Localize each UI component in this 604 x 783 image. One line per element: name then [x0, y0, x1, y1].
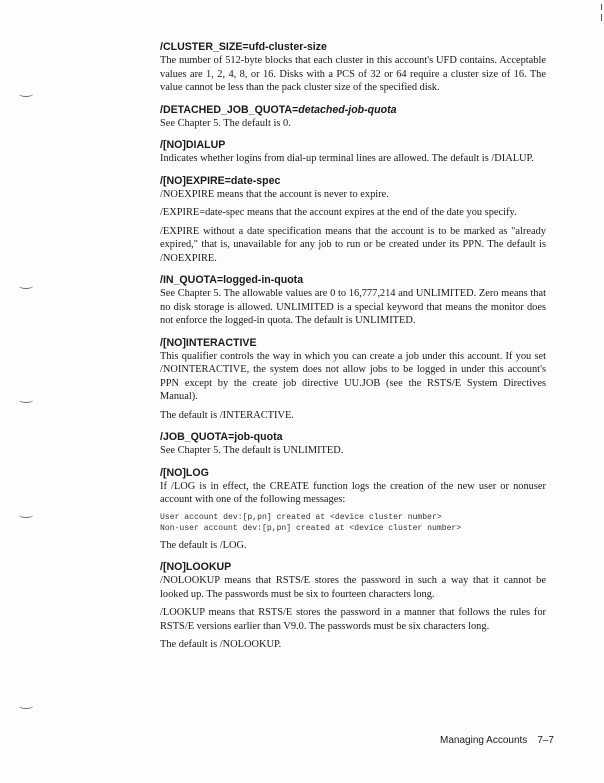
paragraph: /EXPIRE=date-spec means that the account expires at the end of the date you specify. [160, 207, 517, 218]
page-footer [440, 735, 554, 746]
paragraph: If /LOG is in effect, the CREATE function logs the creation of the new user or nonuser account with one of the following messages: [160, 480, 546, 505]
qualifier-argument: detached-job-quota [298, 103, 397, 116]
binder-hole-mark [19, 283, 33, 289]
section-log [160, 467, 546, 553]
qualifier-heading: /IN_QUOTA=logged-in-quota [160, 274, 304, 286]
qualifier-heading: /[NO]EXPIRE=date-spec [160, 174, 281, 187]
paragraph: The default is /LOG. [160, 539, 247, 551]
paragraph: This qualifier controls the way in which you can create a job under this account. If you set /NOINTERACTIVE, the system does not allow jobs to be logged in under this account's PPN except by the create job directive UU.JOB (see the RSTS/E System Directives Manual). [160, 350, 546, 402]
section-expire [160, 175, 546, 266]
paragraph: The number of 512-byte blocks that each cluster in this account's UFD contains. Acceptable values are 1, 2, 4, 8, or 16. Disks with a PCS of 32 or 64 require a cluster size of 16. The value cannot be less than the pack cluster size of the specified disk. [160, 55, 546, 93]
qualifier-heading: /[NO]LOOKUP [160, 561, 232, 573]
section-detached-job-quota [160, 104, 546, 131]
qualifier-heading: /JOB_QUOTA=job-quota [160, 431, 283, 443]
binder-hole-mark [19, 703, 33, 709]
paragraph: /LOOKUP means that RSTS/E stores the password in a manner that follows the rules for RSTS/E versions earlier than V9.0. The passwords must be six characters long. [160, 607, 546, 632]
paragraph: /NOEXPIRE means that the account is never to expire. [160, 188, 389, 200]
paragraph: See Chapter 5. The allowable values are 0 to 16,777,214 and UNLIMITED. Zero means that no disk storage is allowed. UNLIMITED is a special keyword that means the monitor does not enforce the logged-in quota. The default is UNLIMITED. [160, 288, 546, 326]
footer-title: Managing Accounts [440, 735, 528, 746]
section-in-quota [160, 274, 546, 328]
qualifier-heading: /CLUSTER_SIZE=ufd-cluster-size [160, 41, 327, 53]
section-lookup [160, 561, 546, 652]
paragraph: /EXPIRE without a date specification means that the account is to be marked as "already expired," that is, unavailable for any job to run or be created under its PPN. The default is /NOEXPIRE. [160, 225, 546, 264]
section-cluster-size [160, 41, 546, 95]
edge-mark [601, 14, 602, 21]
code-line: User account dev:[p,pn] created at <device cluster number> [160, 512, 442, 522]
qualifier-heading: /DETACHED_JOB_QUOTA=detached-job-quota [160, 103, 397, 116]
section-job-quota [160, 431, 546, 458]
code-example [160, 512, 546, 534]
edge-mark [601, 4, 602, 10]
paragraph: Indicates whether logins from dial-up terminal lines are allowed. The default is /DIALUP. [160, 153, 534, 164]
qualifier-heading: /[NO]INTERACTIVE [160, 336, 257, 349]
qualifier-heading: /[NO]LOG [160, 466, 209, 479]
section-interactive [160, 337, 546, 423]
page-number: 7–7 [537, 735, 554, 746]
binder-hole-mark [19, 91, 33, 97]
document-page [160, 41, 546, 661]
paragraph: /NOLOOKUP means that RSTS/E stores the password in such a way that it cannot be looked up. The passwords must be six to fourteen characters long. [160, 575, 546, 600]
code-line: Non-user account dev:[p,pn] created at <device cluster number> [160, 523, 462, 533]
paragraph: The default is /INTERACTIVE. [160, 409, 294, 421]
binder-hole-mark [19, 512, 33, 518]
section-dialup [160, 139, 546, 166]
binder-hole-mark [19, 397, 33, 403]
qualifier-heading: /[NO]DIALUP [160, 139, 226, 151]
paragraph: The default is /NOLOOKUP. [160, 639, 282, 650]
paragraph: See Chapter 5. The default is UNLIMITED. [160, 445, 344, 456]
paragraph: See Chapter 5. The default is 0. [160, 117, 291, 129]
